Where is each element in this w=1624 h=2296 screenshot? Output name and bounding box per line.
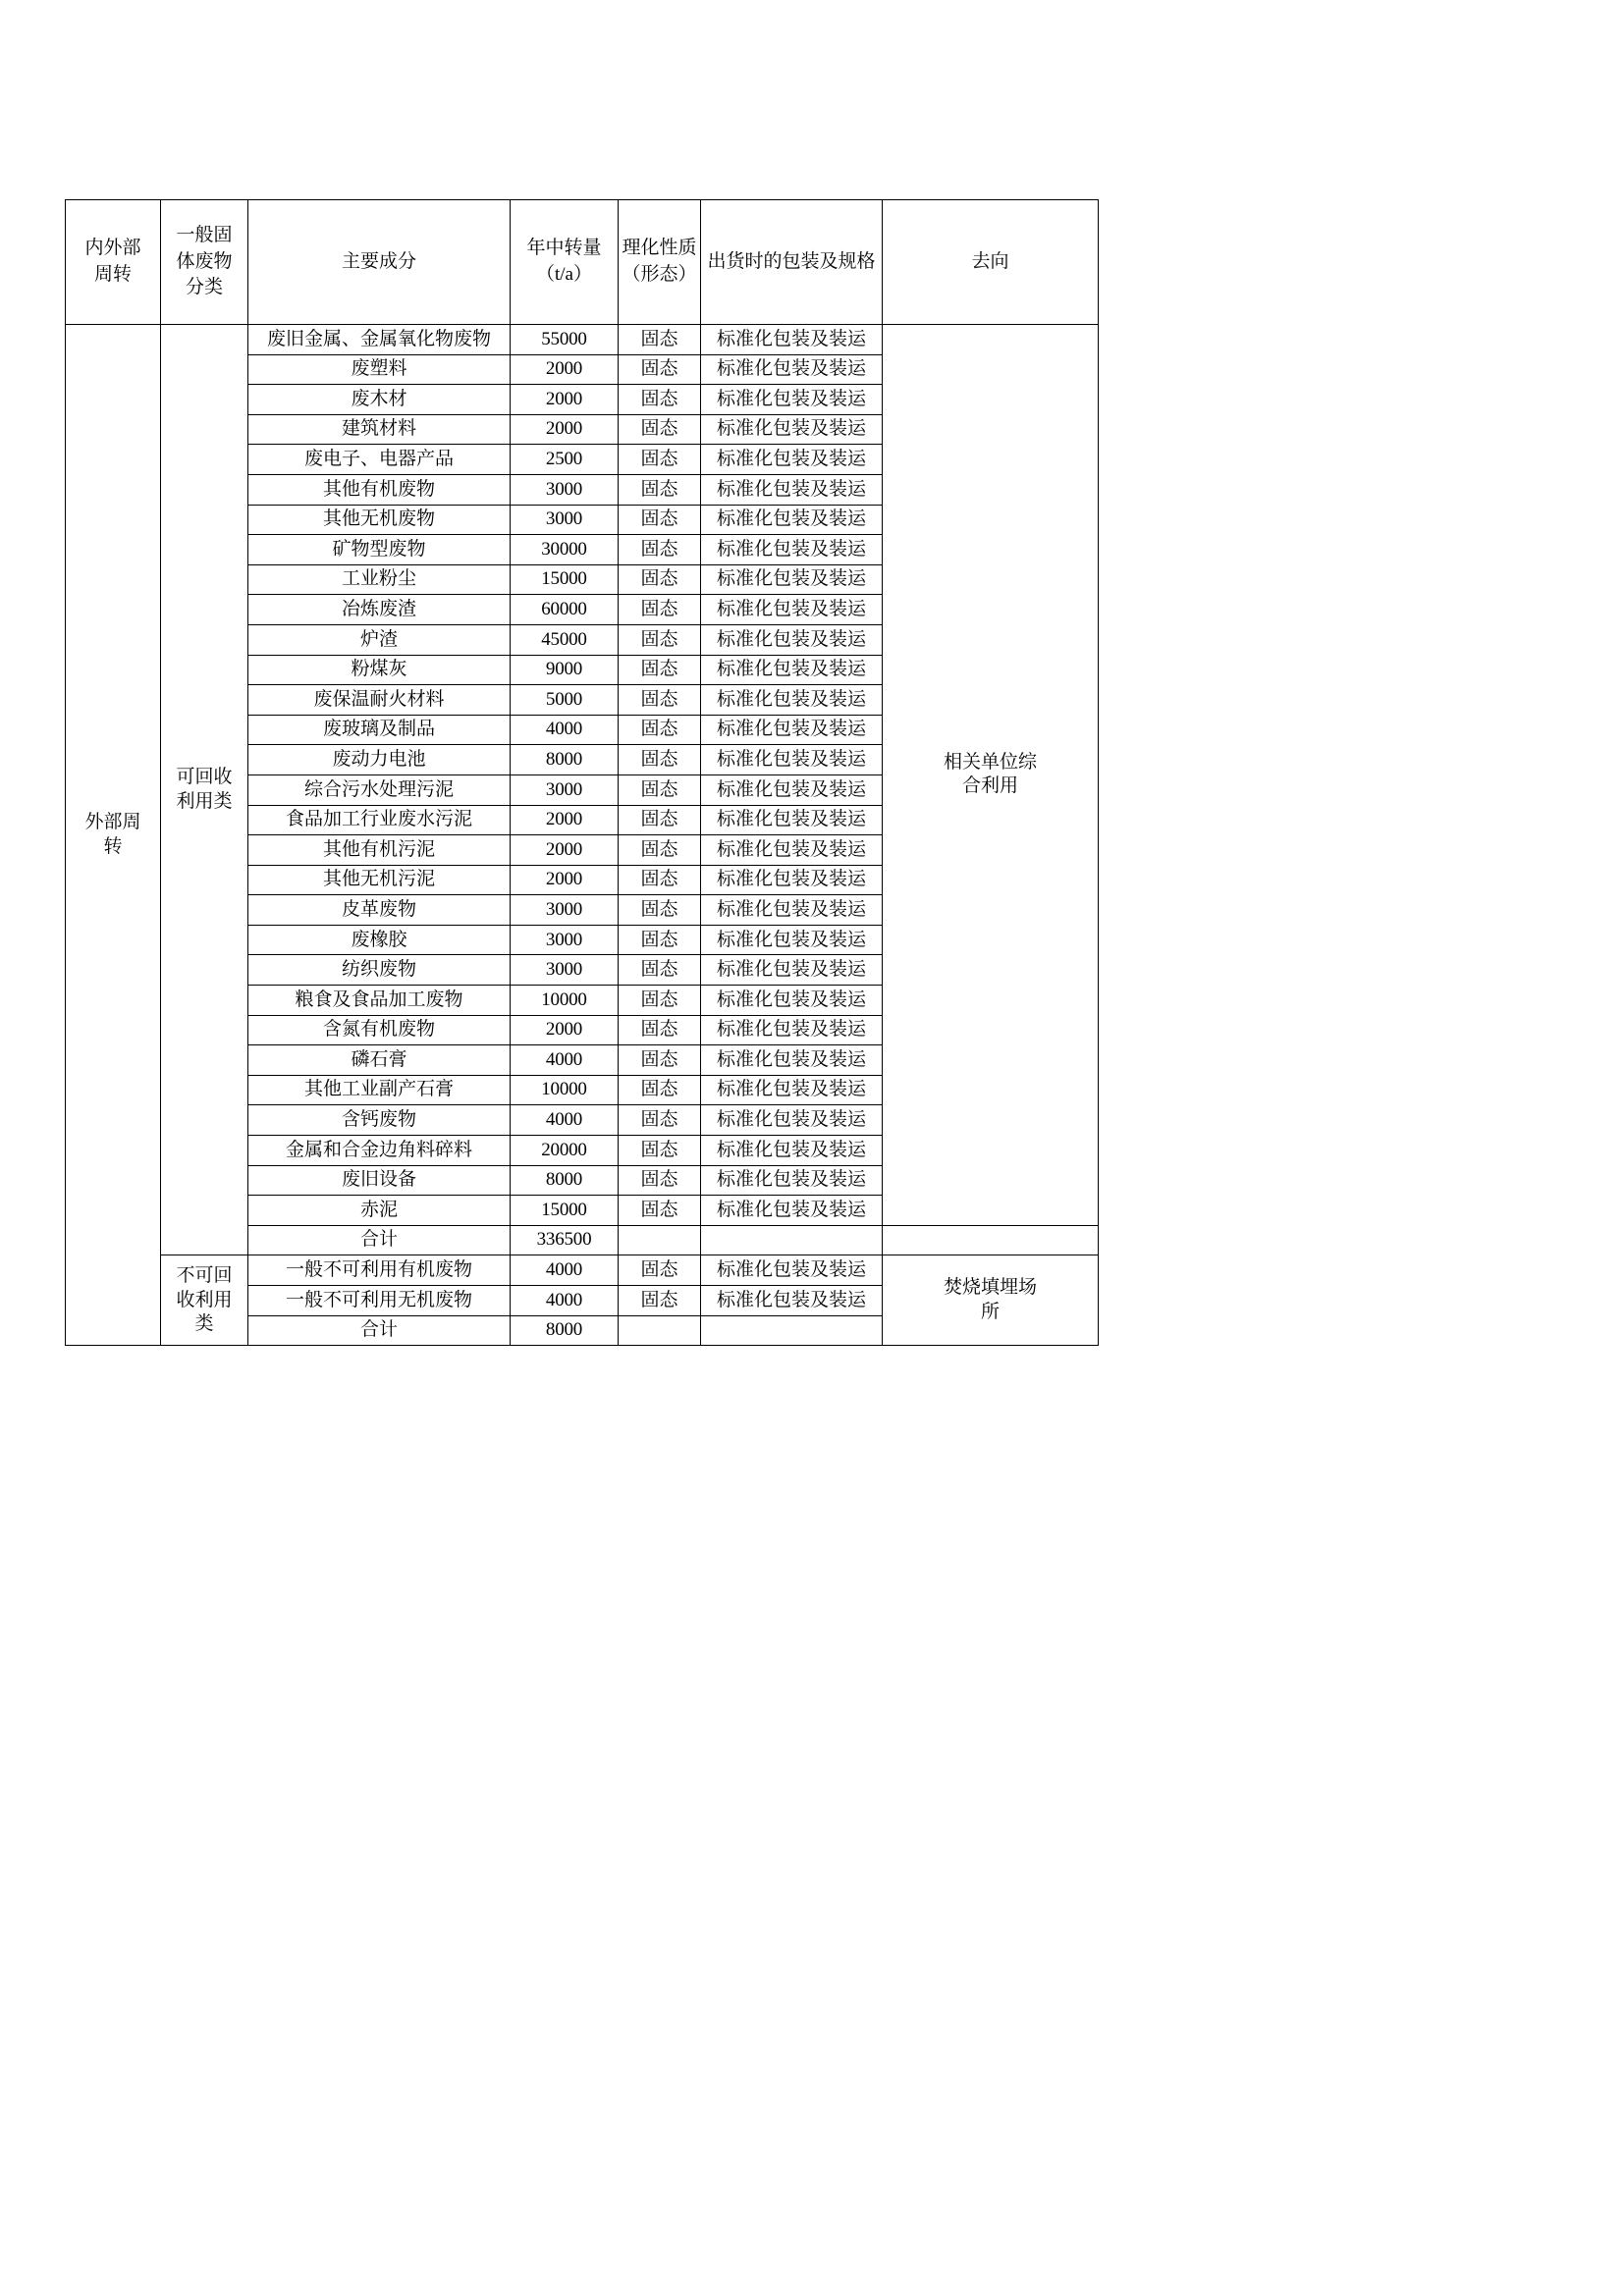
cell-amount: 4000 <box>511 1255 619 1286</box>
header-classification-line-2: 体废物 <box>176 250 233 272</box>
header-physical-line-1: 理化性质 <box>622 238 697 259</box>
cell-physical-state: 固态 <box>619 715 701 745</box>
cell-physical-state: 固态 <box>619 774 701 805</box>
cell-amount: 2000 <box>511 385 619 415</box>
table-header <box>66 200 1099 325</box>
cell-packaging: 标准化包装及装运 <box>701 986 883 1016</box>
cell-amount: 3000 <box>511 474 619 505</box>
cell-packaging: 标准化包装及装运 <box>701 925 883 955</box>
cell-composition: 废木材 <box>248 385 511 415</box>
cell-composition: 赤泥 <box>248 1196 511 1226</box>
cell-packaging: 标准化包装及装运 <box>701 835 883 866</box>
cell-destination <box>883 1255 1099 1346</box>
cell-destination <box>883 325 1099 1226</box>
cell-packaging: 标准化包装及装运 <box>701 685 883 716</box>
cell-physical-state: 固态 <box>619 445 701 475</box>
cell-packaging: 标准化包装及装运 <box>701 535 883 565</box>
cell-physical-state: 固态 <box>619 1075 701 1105</box>
cell-composition: 其他工业副产石膏 <box>248 1075 511 1105</box>
header-scope-line-2: 周转 <box>93 264 132 285</box>
cell-physical-state: 固态 <box>619 895 701 926</box>
cell-destination-line-2: 合利用 <box>961 775 1018 797</box>
header-physical-line-2: （形态） <box>622 264 697 285</box>
cell-composition: 废动力电池 <box>248 745 511 775</box>
cell-composition: 废旧设备 <box>248 1165 511 1196</box>
cell-composition: 炉渣 <box>248 624 511 655</box>
cell-amount: 2000 <box>511 865 619 895</box>
cell-composition: 皮革废物 <box>248 895 511 926</box>
cell-packaging: 标准化包装及装运 <box>701 1196 883 1226</box>
header-amount-line-1: 年中转量 <box>526 238 602 259</box>
cell-classification-line-1: 不可回 <box>176 1265 233 1287</box>
cell-packaging: 标准化包装及装运 <box>701 895 883 926</box>
cell-classification-line-2: 收利用 <box>176 1289 233 1310</box>
header-classification-line-1: 一般固 <box>176 224 233 245</box>
cell-destination-line-1: 相关单位综 <box>943 752 1037 774</box>
cell-physical-state: 固态 <box>619 1286 701 1316</box>
cell-amount: 4000 <box>511 715 619 745</box>
cell-classification-line-3: 类 <box>194 1312 214 1334</box>
header-physical <box>619 200 701 325</box>
cell-amount: 336500 <box>511 1225 619 1255</box>
cell-destination-line-2: 所 <box>980 1301 1000 1322</box>
cell-physical-state: 固态 <box>619 1105 701 1136</box>
cell-physical-state: 固态 <box>619 955 701 986</box>
cell-packaging: 标准化包装及装运 <box>701 474 883 505</box>
cell-physical-state: 固态 <box>619 805 701 835</box>
cell-composition: 建筑材料 <box>248 414 511 445</box>
cell-composition: 食品加工行业废水污泥 <box>248 805 511 835</box>
cell-amount: 2000 <box>511 354 619 385</box>
cell-composition: 矿物型废物 <box>248 535 511 565</box>
cell-composition: 废旧金属、金属氧化物废物 <box>248 325 511 355</box>
cell-physical-state: 固态 <box>619 1255 701 1286</box>
header-amount-line-2: （t/a） <box>536 264 592 285</box>
cell-packaging: 标准化包装及装运 <box>701 865 883 895</box>
cell-composition: 废塑料 <box>248 354 511 385</box>
cell-amount: 2000 <box>511 414 619 445</box>
cell-physical-state: 固态 <box>619 325 701 355</box>
cell-classification <box>161 1255 248 1346</box>
cell-amount: 3000 <box>511 774 619 805</box>
header-amount <box>511 200 619 325</box>
cell-packaging: 标准化包装及装运 <box>701 1075 883 1105</box>
cell-physical-state: 固态 <box>619 624 701 655</box>
cell-packaging: 标准化包装及装运 <box>701 445 883 475</box>
table-row <box>66 325 1099 355</box>
cell-amount: 60000 <box>511 595 619 625</box>
cell-physical-state: 固态 <box>619 685 701 716</box>
header-classification-line-3: 分类 <box>185 277 223 298</box>
cell-physical-state: 固态 <box>619 655 701 685</box>
cell-packaging: 标准化包装及装运 <box>701 1255 883 1286</box>
cell-physical-state: 固态 <box>619 925 701 955</box>
cell-composition: 其他有机废物 <box>248 474 511 505</box>
header-classification <box>161 200 248 325</box>
cell-amount: 4000 <box>511 1045 619 1076</box>
cell-packaging: 标准化包装及装运 <box>701 1165 883 1196</box>
cell-physical-state <box>619 1225 701 1255</box>
cell-amount: 4000 <box>511 1286 619 1316</box>
cell-composition: 其他无机废物 <box>248 505 511 535</box>
cell-composition: 废电子、电器产品 <box>248 445 511 475</box>
cell-composition: 粉煤灰 <box>248 655 511 685</box>
cell-amount: 15000 <box>511 1196 619 1226</box>
cell-composition: 含氮有机废物 <box>248 1015 511 1045</box>
cell-physical-state: 固态 <box>619 1136 701 1166</box>
cell-packaging: 标准化包装及装运 <box>701 385 883 415</box>
cell-classification <box>161 325 248 1255</box>
cell-amount: 45000 <box>511 624 619 655</box>
cell-amount: 8000 <box>511 1315 619 1346</box>
cell-physical-state: 固态 <box>619 354 701 385</box>
cell-amount: 3000 <box>511 955 619 986</box>
cell-composition: 废橡胶 <box>248 925 511 955</box>
cell-amount: 3000 <box>511 895 619 926</box>
cell-physical-state: 固态 <box>619 1165 701 1196</box>
header-packaging: 出货时的包装及规格 <box>701 200 883 325</box>
cell-scope-line-1: 外部周 <box>84 812 141 833</box>
cell-destination-line-1: 焚烧填埋场 <box>943 1277 1037 1299</box>
cell-composition: 合计 <box>248 1225 511 1255</box>
cell-classification-line-1: 可回收 <box>176 767 233 788</box>
cell-amount: 10000 <box>511 986 619 1016</box>
cell-packaging: 标准化包装及装运 <box>701 805 883 835</box>
cell-packaging: 标准化包装及装运 <box>701 655 883 685</box>
cell-physical-state: 固态 <box>619 986 701 1016</box>
cell-amount: 9000 <box>511 655 619 685</box>
cell-amount: 55000 <box>511 325 619 355</box>
cell-amount: 8000 <box>511 1165 619 1196</box>
cell-physical-state: 固态 <box>619 1196 701 1226</box>
cell-packaging: 标准化包装及装运 <box>701 595 883 625</box>
cell-physical-state: 固态 <box>619 1015 701 1045</box>
cell-packaging: 标准化包装及装运 <box>701 1136 883 1166</box>
cell-amount: 3000 <box>511 925 619 955</box>
cell-packaging <box>701 1315 883 1346</box>
cell-packaging: 标准化包装及装运 <box>701 624 883 655</box>
cell-composition: 粮食及食品加工废物 <box>248 986 511 1016</box>
cell-amount: 15000 <box>511 564 619 595</box>
cell-amount: 2000 <box>511 1015 619 1045</box>
waste-turnover-table <box>65 199 1099 1346</box>
header-destination: 去向 <box>883 200 1099 325</box>
cell-physical-state: 固态 <box>619 1045 701 1076</box>
header-composition: 主要成分 <box>248 200 511 325</box>
cell-composition: 金属和合金边角料碎料 <box>248 1136 511 1166</box>
cell-packaging: 标准化包装及装运 <box>701 1045 883 1076</box>
cell-amount: 10000 <box>511 1075 619 1105</box>
cell-amount: 5000 <box>511 685 619 716</box>
cell-amount: 2500 <box>511 445 619 475</box>
cell-composition: 纺织废物 <box>248 955 511 986</box>
header-row <box>66 200 1099 325</box>
cell-physical-state: 固态 <box>619 535 701 565</box>
cell-packaging: 标准化包装及装运 <box>701 414 883 445</box>
cell-physical-state: 固态 <box>619 474 701 505</box>
cell-packaging: 标准化包装及装运 <box>701 745 883 775</box>
cell-packaging: 标准化包装及装运 <box>701 354 883 385</box>
cell-physical-state: 固态 <box>619 505 701 535</box>
cell-composition: 其他无机污泥 <box>248 865 511 895</box>
cell-physical-state: 固态 <box>619 865 701 895</box>
cell-scope-line-2: 转 <box>103 835 123 857</box>
cell-composition: 废保温耐火材料 <box>248 685 511 716</box>
cell-scope <box>66 325 161 1346</box>
cell-composition: 工业粉尘 <box>248 564 511 595</box>
cell-packaging: 标准化包装及装运 <box>701 1015 883 1045</box>
cell-amount: 4000 <box>511 1105 619 1136</box>
cell-packaging: 标准化包装及装运 <box>701 715 883 745</box>
cell-composition: 其他有机污泥 <box>248 835 511 866</box>
cell-packaging: 标准化包装及装运 <box>701 505 883 535</box>
cell-composition: 冶炼废渣 <box>248 595 511 625</box>
cell-packaging: 标准化包装及装运 <box>701 1105 883 1136</box>
table-row <box>66 1255 1099 1286</box>
cell-physical-state <box>619 1315 701 1346</box>
cell-amount: 2000 <box>511 835 619 866</box>
cell-packaging: 标准化包装及装运 <box>701 564 883 595</box>
cell-composition: 一般不可利用无机废物 <box>248 1286 511 1316</box>
cell-physical-state: 固态 <box>619 414 701 445</box>
cell-composition: 合计 <box>248 1315 511 1346</box>
waste-table-container <box>65 199 1098 1346</box>
cell-packaging <box>701 1225 883 1255</box>
header-scope-line-1: 内外部 <box>84 238 141 259</box>
cell-classification-line-2: 利用类 <box>176 790 233 812</box>
cell-physical-state: 固态 <box>619 745 701 775</box>
cell-amount: 8000 <box>511 745 619 775</box>
cell-packaging: 标准化包装及装运 <box>701 325 883 355</box>
cell-composition: 一般不可利用有机废物 <box>248 1255 511 1286</box>
header-scope <box>66 200 161 325</box>
cell-physical-state: 固态 <box>619 385 701 415</box>
cell-amount: 20000 <box>511 1136 619 1166</box>
cell-packaging: 标准化包装及装运 <box>701 1286 883 1316</box>
cell-composition: 综合污水处理污泥 <box>248 774 511 805</box>
table-body <box>66 325 1099 1346</box>
cell-physical-state: 固态 <box>619 835 701 866</box>
cell-amount: 30000 <box>511 535 619 565</box>
cell-packaging: 标准化包装及装运 <box>701 774 883 805</box>
cell-composition: 磷石膏 <box>248 1045 511 1076</box>
cell-composition: 废玻璃及制品 <box>248 715 511 745</box>
cell-amount: 2000 <box>511 805 619 835</box>
cell-composition: 含钙废物 <box>248 1105 511 1136</box>
cell-physical-state: 固态 <box>619 564 701 595</box>
cell-physical-state: 固态 <box>619 595 701 625</box>
cell-packaging: 标准化包装及装运 <box>701 955 883 986</box>
cell-destination-empty <box>883 1225 1099 1255</box>
cell-amount: 3000 <box>511 505 619 535</box>
